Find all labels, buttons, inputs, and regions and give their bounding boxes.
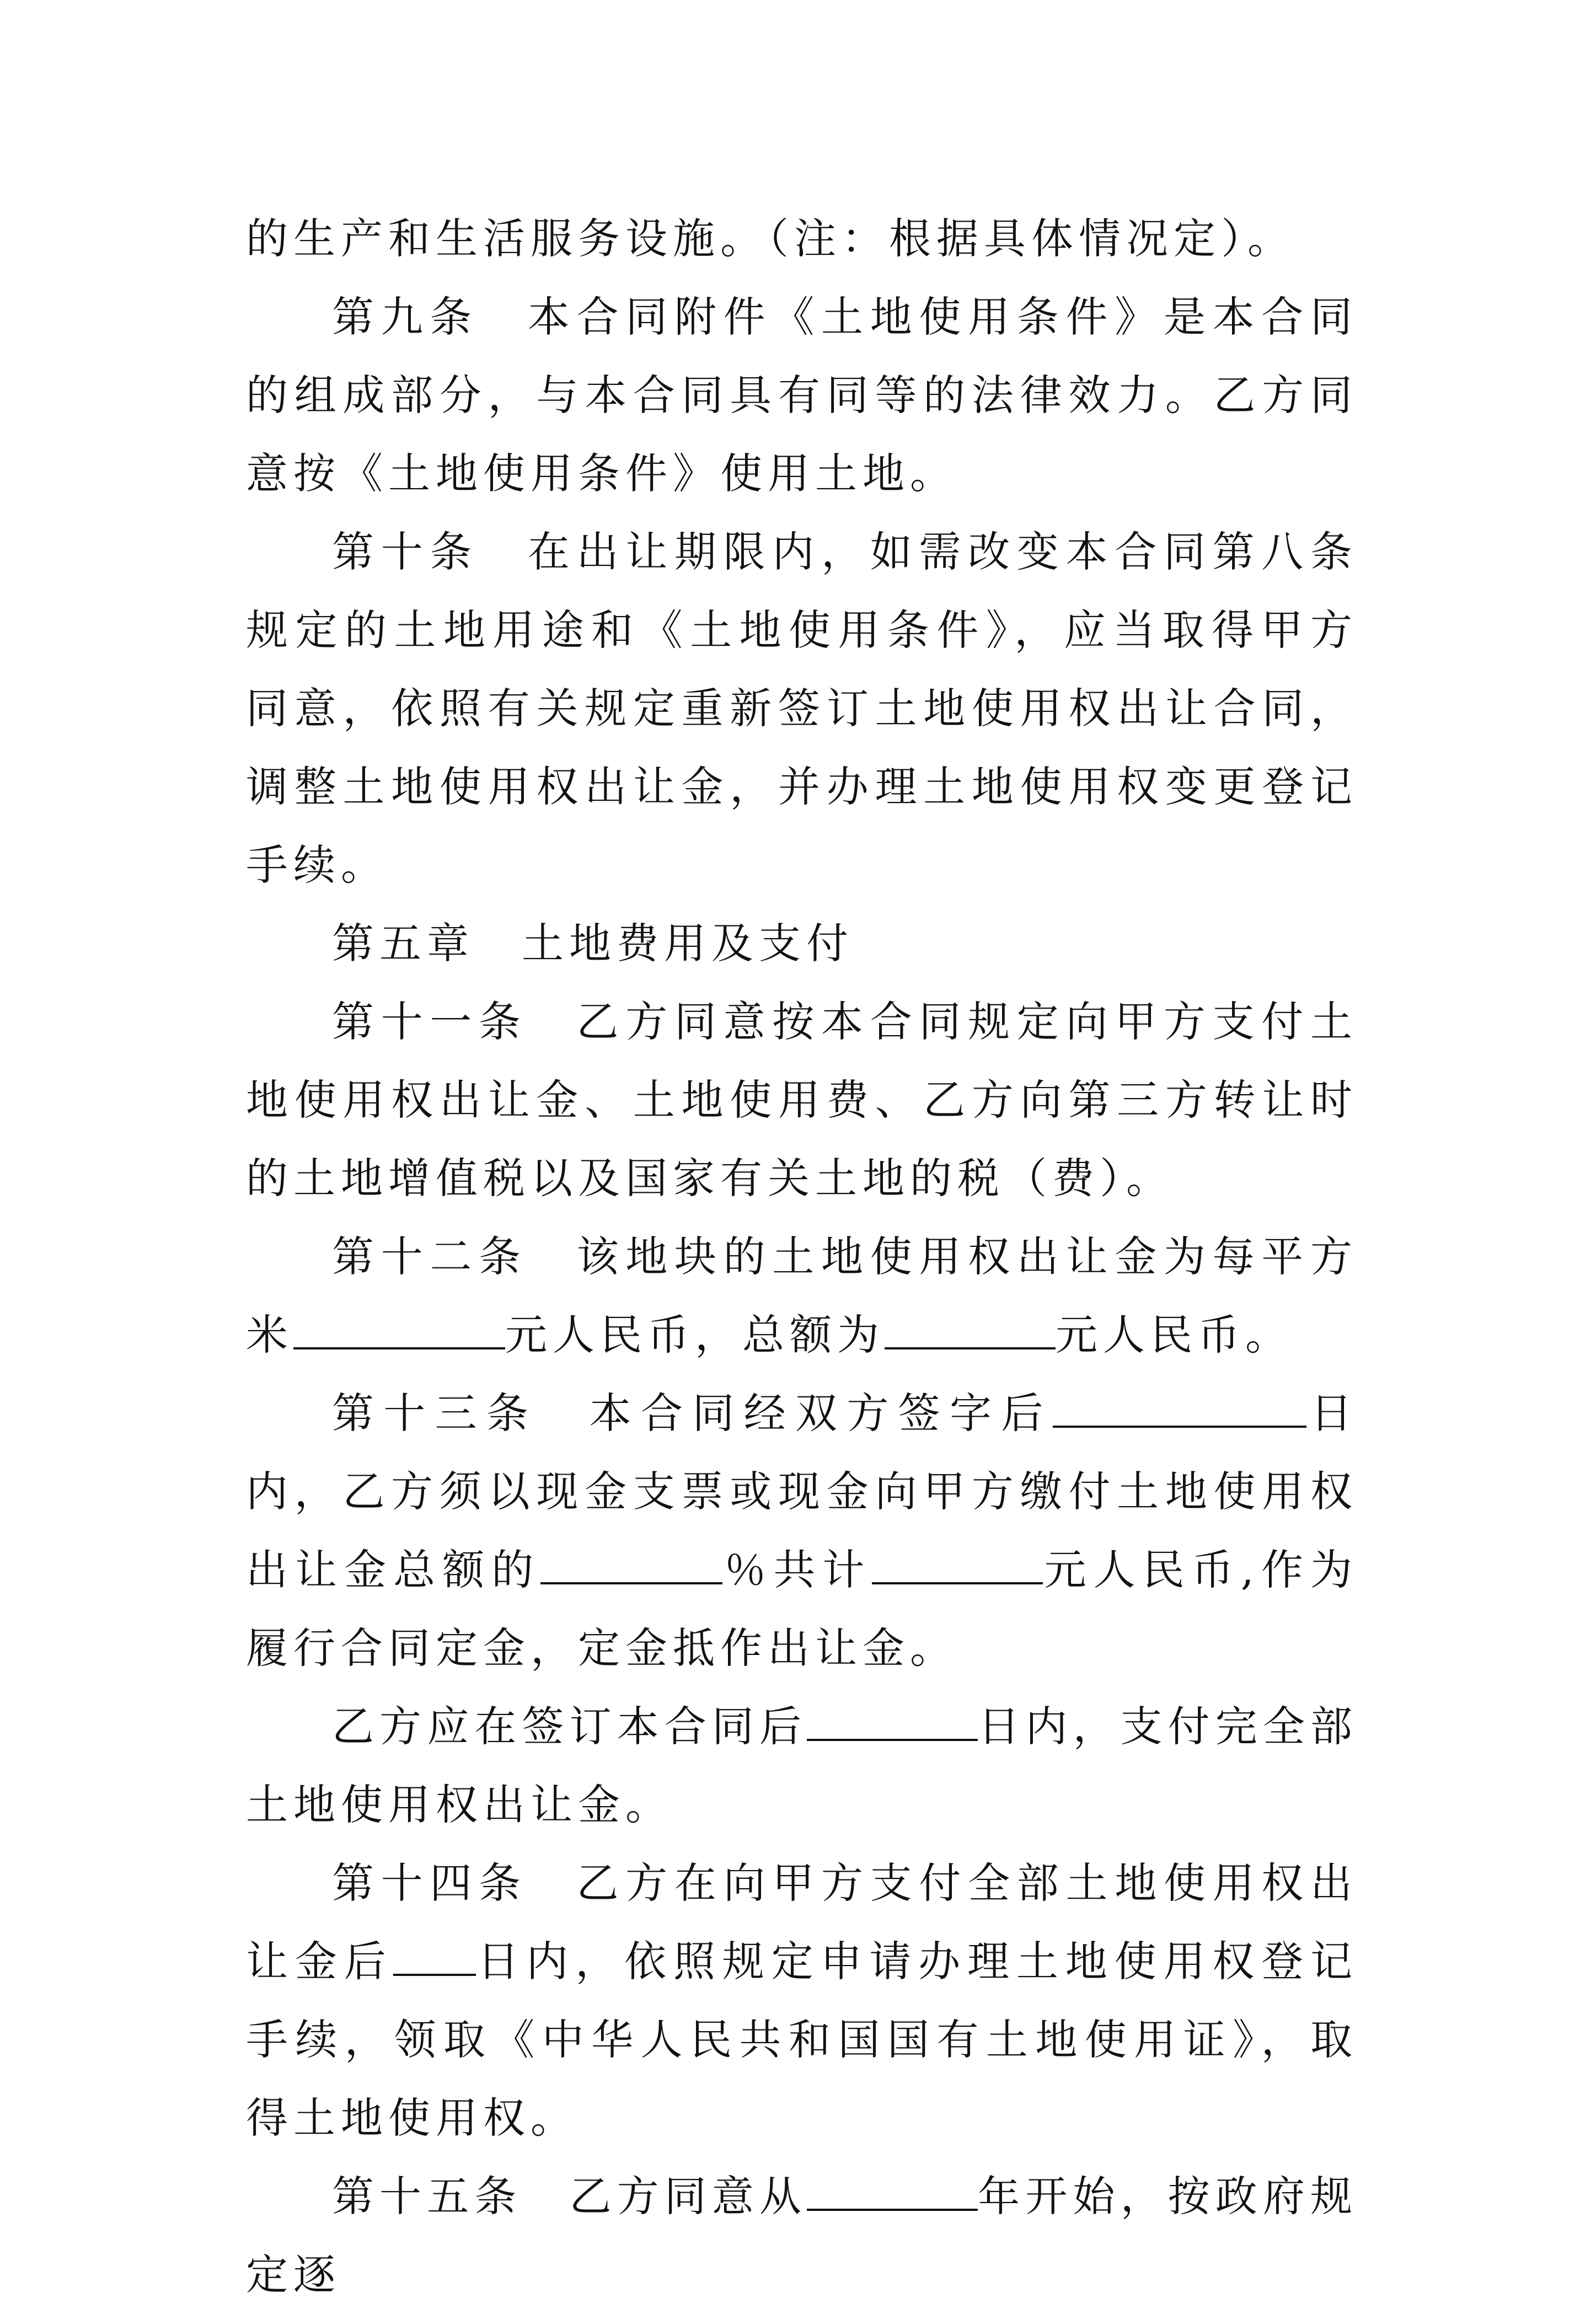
article-14-text-a: 第十四条 乙方在向甲方支付全部土地使用权出让金后 [246,1858,1358,1986]
blank-line [807,2171,978,2211]
blank-line [807,1701,978,1741]
article-13-text-c: ％共计 [722,1545,872,1594]
blank-line [393,1936,476,1976]
blank-line [885,1310,1056,1349]
payment-text-b: 日内，支付完全部土地使用权出让金。 [246,1702,1358,1829]
blank-line [540,1545,722,1584]
article-11: 第十一条 乙方同意按本合同规定向甲方支付土地使用权出让金、土地使用费、乙方向第三方转让时的土地增值税以及国家有关土地的税（费）。 [246,997,1358,1203]
blank-line [293,1310,334,1349]
article-15-text-a: 第十五条 乙方同意从 [332,2172,807,2221]
article-12 [246,1218,1358,1374]
article-12-text-a: 第十二条 该地块的土地使用权出让金为每平方米 [246,1232,1358,1359]
article-13-text-a: 第十三条 本合同经双方签字后 [332,1389,1053,1438]
chapter-5-heading: 第五章 土地费用及支付 [332,919,854,968]
article-9: 第九条 本合同附件《土地使用条件》是本合同的组成部分，与本合同具有同等的法律效力。乙方同意按《土地使用条件》使用土地。 [246,292,1358,498]
payment-text-a: 乙方应在签订本合同后 [332,1702,807,1751]
article-12-text-c: 元人民币。 [1056,1310,1293,1359]
payment-deadline-paragraph [246,1688,1358,1844]
article-12-text-b: 元人民币，总额为 [505,1310,885,1359]
blank-line [334,1310,505,1349]
article-14-text-b: 日内，依照规定申请办理土地使用权登记手续，领取《中华人民共和国国有土地使用证》，取得土地使用权。 [246,1937,1358,2142]
article-14 [246,1844,1358,2157]
article-13-text-d: 元人民币,作为履行合同定金，定金抵作出让金。 [246,1545,1358,1673]
document-body [246,200,1358,2314]
paragraph-continuation: 的生产和生活服务设施。（注：根据具体情况定）。 [246,214,1295,263]
blank-line [872,1545,1043,1584]
article-10: 第十条 在出让期限内，如需改变本合同第八条规定的土地用途和《土地使用条件》，应当取得甲方同意，依照有关规定重新签订土地使用权出让合同，调整土地使用权出让金，并办理土地使用权变更登记手续。 [246,527,1358,890]
article-13-text-b: 日内，乙方须以现金支票或现金向甲方缴付土地使用权出让金总额的 [246,1389,1358,1594]
article-13 [246,1374,1358,1688]
blank-line [1053,1388,1306,1428]
article-15 [246,2157,1358,2314]
article-15-text-b: 年开始，按政府规定逐 [246,2172,1358,2299]
